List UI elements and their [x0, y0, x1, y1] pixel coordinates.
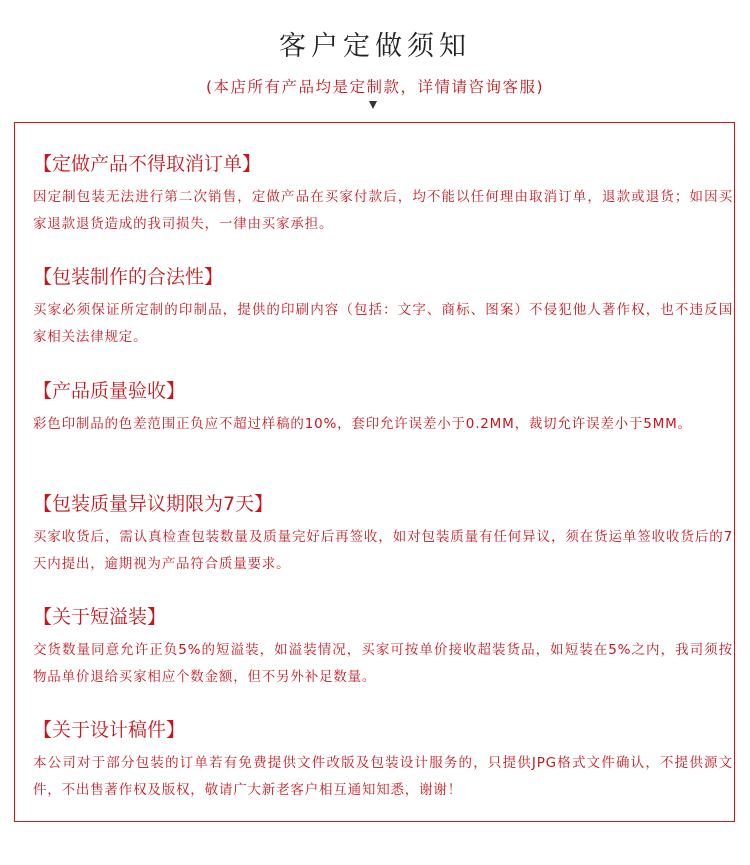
section-over-under-delivery [33, 604, 733, 691]
section-title: 【关于设计稿件】 [33, 719, 186, 741]
section-body: 本公司对于部分包装的订单若有免费提供文件改版及包装设计服务的，只提供JPG格式文件确认，不提供源文件，不出售著作权及版权，敬请广大新老客户相互通知知悉，谢谢！ [33, 755, 733, 798]
notice-box [14, 122, 735, 822]
section-body: 交货数量同意允许正负5%的短溢装，如溢装情况，买家可按单价接收超装货品，如短装在5%之内，我司须按物品单价退给买家相应个数金额，但不另外补足数量。 [33, 642, 733, 685]
section-legality [33, 264, 733, 351]
section-body: 彩色印制品的色差范围正负应不超过样稿的10%，套印允许误差小于0.2MM，裁切允许误差小于5MM。 [33, 416, 692, 432]
section-no-cancellation [33, 151, 733, 238]
section-body: 买家必须保证所定制的印制品，提供的印刷内容（包括：文字、商标、图案）不侵犯他人著作权，也不违反国家相关法律规定。 [33, 302, 733, 345]
page-title: 客户定做须知 [279, 31, 471, 62]
section-quality-acceptance [33, 378, 733, 438]
section-title: 【包装制作的合法性】 [33, 266, 224, 288]
triangle-down-icon [369, 101, 377, 109]
page-subtitle: (本店所有产品均是定制款，详情请咨询客服) [205, 78, 545, 96]
section-title: 【定做产品不得取消订单】 [33, 153, 262, 175]
section-body: 买家收货后，需认真检查包装数量及质量完好后再签收，如对包装质量有任何异议，须在货运单签收收货后的7天内提出，逾期视为产品符合质量要求。 [33, 529, 733, 572]
section-title: 【包装质量异议期限为7天】 [33, 493, 274, 515]
section-objection-period [33, 491, 733, 578]
section-title: 【关于短溢装】 [33, 606, 167, 628]
section-body: 因定制包装无法进行第二次销售，定做产品在买家付款后，均不能以任何理由取消订单，退款或退货；如因买家退款退货造成的我司损失，一律由买家承担。 [33, 189, 733, 232]
section-title: 【产品质量验收】 [33, 380, 186, 402]
section-design-files [33, 717, 733, 804]
